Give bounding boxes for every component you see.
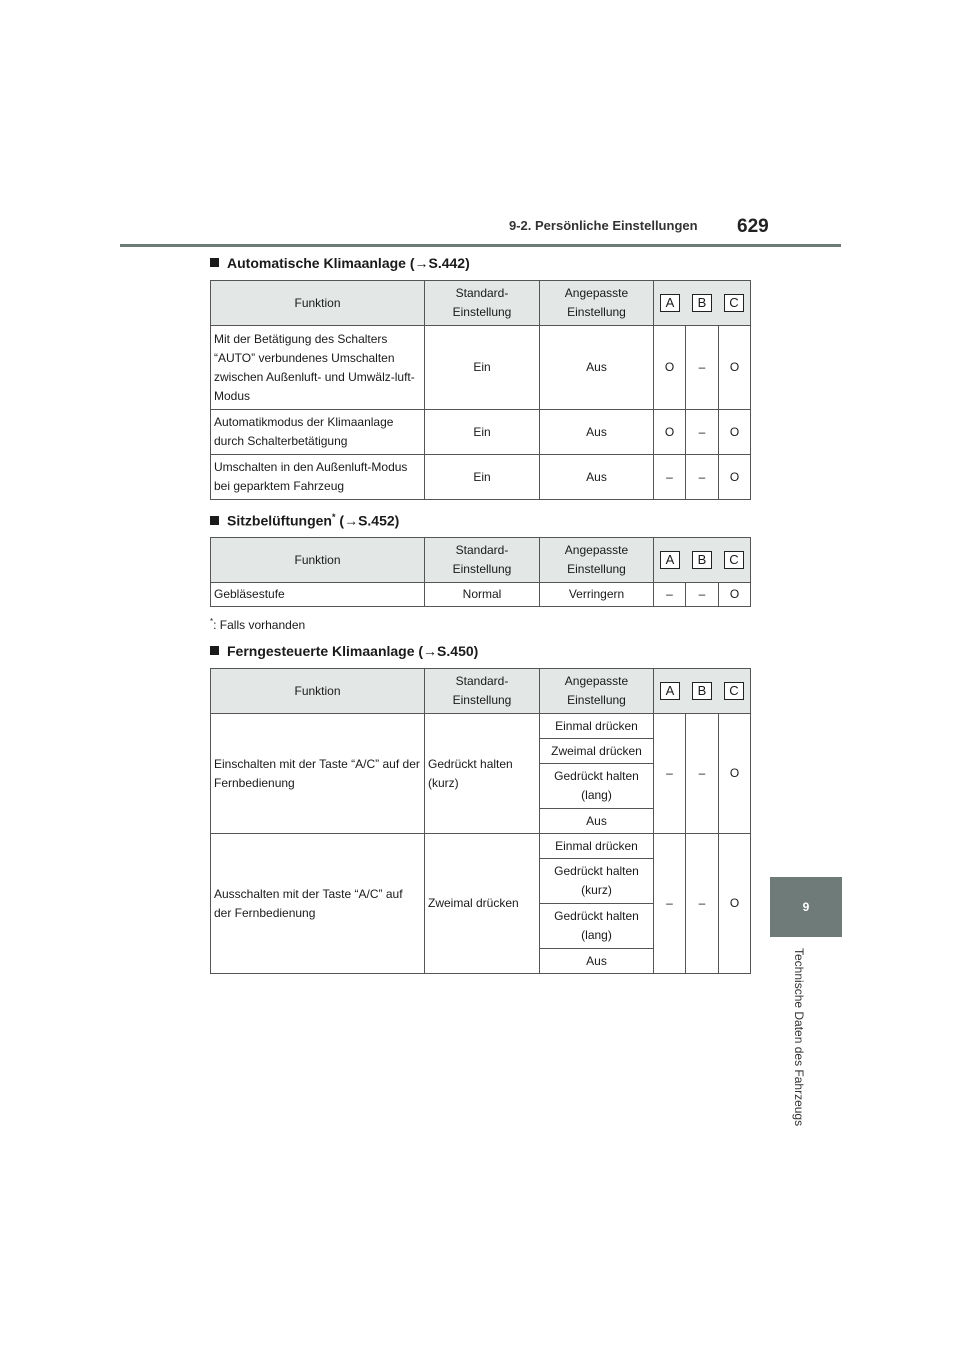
cell-option: Einmal drücken: [540, 714, 654, 739]
cell-b: –: [686, 834, 719, 974]
cell-function: Gebläsestufe: [211, 583, 425, 607]
letter-b-icon: B: [692, 682, 712, 700]
table-row: [211, 714, 751, 739]
cell-custom: Aus: [540, 326, 654, 410]
section-heading-text: Automatische Klimaanlage (→S.442): [227, 255, 470, 271]
letter-a-icon: A: [660, 551, 680, 569]
chapter-tab: [770, 877, 842, 937]
header-default: Standard-Einstellung: [425, 538, 540, 583]
section-heading-text: Sitzbelüftungen: [227, 512, 332, 529]
letter-a-icon: A: [660, 294, 680, 312]
cell-custom: Verringern: [540, 583, 654, 607]
cell-a: –: [654, 714, 686, 834]
header-custom: Angepasste Einstellung: [540, 669, 654, 714]
table-row: [211, 834, 751, 859]
letter-c-icon: C: [724, 682, 744, 700]
cell-c: O: [719, 326, 751, 410]
header-function: Funktion: [211, 669, 425, 714]
table-header-row: [211, 281, 751, 326]
table-row: [211, 583, 751, 607]
table-header-row: [211, 538, 751, 583]
cell-b: –: [686, 583, 719, 607]
cell-c: O: [719, 410, 751, 455]
square-bullet-icon: [210, 516, 219, 525]
letter-b-icon: B: [692, 294, 712, 312]
cell-c: O: [719, 834, 751, 974]
cell-option: Einmal drücken: [540, 834, 654, 859]
cell-b: –: [686, 326, 719, 410]
cell-custom: Aus: [540, 410, 654, 455]
cell-default: Normal: [425, 583, 540, 607]
cell-function: Mit der Betätigung des Schalters “AUTO” verbundenes Umschalten zwischen Außenluft- und Umwälz-luft-Modus: [211, 326, 425, 410]
cell-function: Einschalten mit der Taste “A/C” auf der Fernbedienung: [211, 714, 425, 834]
cell-c: O: [719, 583, 751, 607]
letter-c-icon: C: [724, 294, 744, 312]
cell-c: O: [719, 714, 751, 834]
section-heading-ref: (→S.452): [335, 512, 400, 529]
cell-function: Umschalten in den Außenluft-Modus bei geparktem Fahrzeug: [211, 455, 425, 500]
cell-default: Zweimal drücken: [425, 834, 540, 974]
cell-function: Ausschalten mit der Taste “A/C” auf der Fernbedienung: [211, 834, 425, 974]
cell-option: Gedrückt halten (kurz): [540, 859, 654, 904]
table-row: [211, 455, 751, 500]
cell-b: –: [686, 714, 719, 834]
cell-c: O: [719, 455, 751, 500]
cell-b: –: [686, 410, 719, 455]
table-row: [211, 326, 751, 410]
header-function: Funktion: [211, 538, 425, 583]
letter-c-icon: C: [724, 551, 744, 569]
section-header-title: 9-2. Persönliche Einstellungen: [509, 218, 698, 233]
header-default: Standard-Einstellung: [425, 669, 540, 714]
table-header-row: [211, 669, 751, 714]
header-abc: [654, 538, 751, 583]
cell-custom: Aus: [540, 455, 654, 500]
cell-option: Gedrückt halten (lang): [540, 764, 654, 809]
header-custom: Angepasste Einstellung: [540, 281, 654, 326]
square-bullet-icon: [210, 646, 219, 655]
section-heading-text: Ferngesteuerte Klimaanlage (→S.450): [227, 643, 479, 659]
settings-table-auto-climate: [210, 280, 751, 500]
section-heading-remote-climate: [210, 643, 478, 659]
header-default: Standard-Einstellung: [425, 281, 540, 326]
cell-function: Automatikmodus der Klimaanlage durch Schalterbetätigung: [211, 410, 425, 455]
page-number: 629: [737, 216, 769, 237]
footnote-star: *: [210, 617, 214, 626]
cell-option: Zweimal drücken: [540, 739, 654, 764]
letter-a-icon: A: [660, 682, 680, 700]
cell-a: O: [654, 326, 686, 410]
cell-a: –: [654, 834, 686, 974]
settings-table-seat-ventilation: [210, 537, 751, 607]
letter-b-icon: B: [692, 551, 712, 569]
cell-a: O: [654, 410, 686, 455]
header-abc: [654, 281, 751, 326]
cell-option: Gedrückt halten (lang): [540, 904, 654, 949]
cell-default: Ein: [425, 410, 540, 455]
cell-default: Gedrückt halten (kurz): [425, 714, 540, 834]
table-row: [211, 410, 751, 455]
cell-default: Ein: [425, 326, 540, 410]
footnote: [210, 617, 305, 632]
section-heading-auto-climate: [210, 255, 470, 271]
cell-b: –: [686, 455, 719, 500]
footnote-marker: *: [332, 512, 336, 522]
chapter-tab-number: 9: [802, 900, 810, 914]
chapter-side-label: Technische Daten des Fahrzeugs: [792, 948, 806, 1127]
section-heading-seat-ventilation: [210, 512, 399, 529]
cell-option: Aus: [540, 809, 654, 834]
header-abc: [654, 669, 751, 714]
footnote-text: : Falls vorhanden: [213, 618, 306, 632]
cell-default: Ein: [425, 455, 540, 500]
header-custom: Angepasste Einstellung: [540, 538, 654, 583]
square-bullet-icon: [210, 258, 219, 267]
cell-a: –: [654, 455, 686, 500]
cell-a: –: [654, 583, 686, 607]
header-function: Funktion: [211, 281, 425, 326]
cell-option: Aus: [540, 949, 654, 974]
header-divider: [120, 244, 841, 247]
settings-table-remote-climate: [210, 668, 751, 974]
